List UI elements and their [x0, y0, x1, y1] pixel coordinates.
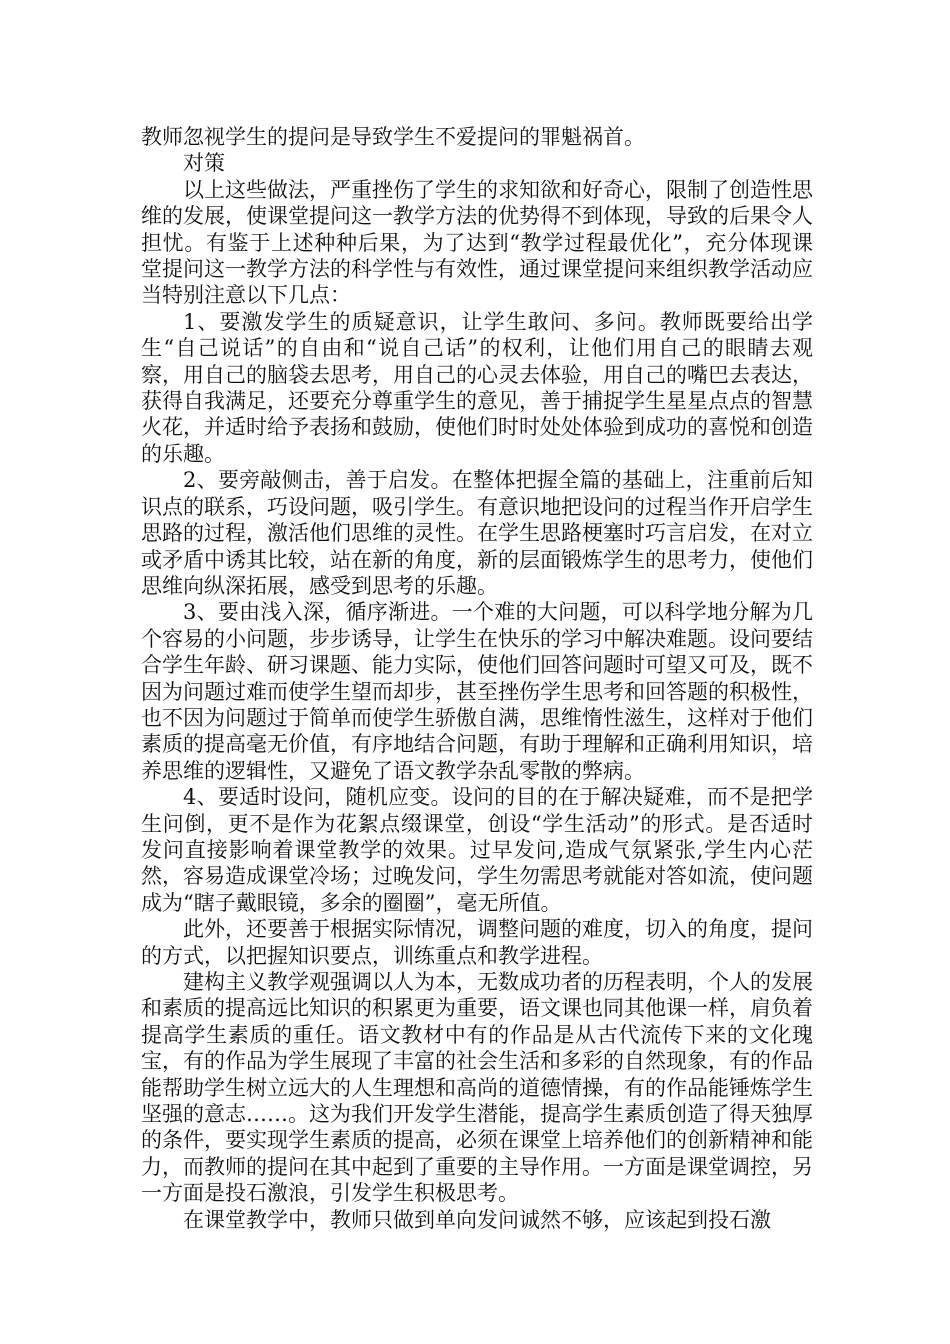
paragraph-continuation: 教师忽视学生的提问是导致学生不爱提问的罪魁祸首。 — [141, 125, 645, 149]
paragraph-intro: 以上这些做法，严重挫伤了学生的求知欲和好奇心，限制了创造性思维的发展，使课堂提问这一教学方法的优势得不到体现，导致的后果令人担忧。有鉴于上述种种后果，为了达到“教学过程最优化”，充分体现课堂提问这一教学方法的科学性与有效性，通过课堂提问来组织教学活动应当特别注意以下几点： — [141, 177, 813, 308]
paragraph-point-2: 2、要旁敲侧击，善于启发。在整体把握全篇的基础上，注重前后知识点的联系，巧设问题，吸引学生。有意识地把设问的过程当作开启学生思路的过程，激活他们思维的灵性。在学生思路梗塞时巧言启发，在对立或矛盾中诱其比较，站在新的角度，新的层面锻炼学生的思考力，使他们思维向纵深拓展，感受到思考的乐趣。 — [141, 468, 813, 598]
paragraph-classroom-teaching: 在课堂教学中，教师只做到单向发问诚然不够，应该起到投石激 — [183, 1207, 771, 1232]
paragraph-constructivism: 建构主义教学观强调以人为本，无数成功者的历程表明，个人的发展和素质的提高远比知识的积累更为重要，语文课也同其他课一样，肩负着提高学生素质的重任。语文教材中有的作品是从古代流传下来的文化瑰宝，有的作品为学生展现了丰富的社会生活和多彩的自然现象，有的作品能帮助学生树立远大的人生理想和高尚的道德情操，有的作品能锤炼学生坚强的意志……。这为我们开发学生潜能，提高学生素质创造了得天独厚的条件，要实现学生素质的提高，必须在课堂上培养他们的创新精神和能力，而教师的提问在其中起到了重要的主导作用。一方面是课堂调控，另一方面是投石激浪，引发学生积极思考。 — [141, 970, 813, 1206]
paragraph-additionally: 此外，还要善于根据实际情况，调整问题的难度，切入的角度，提问的方式，以把握知识要点，训练重点和教学进程。 — [141, 917, 813, 968]
paragraph-point-4: 4、要适时设问，随机应变。设问的目的在于解决疑难，而不是把学生问倒，更不是作为花絮点缀课堂，创设“学生活动”的形式。是否适时发问直接影响着课堂教学的效果。过早发问,造成气氛紧张,学生内心茫然，容易造成课堂冷场；过晚发问，学生勿需思考就能对答如流，使问题成为“瞎子戴眼镜，多余的圈圈”，毫无所值。 — [141, 785, 813, 915]
section-heading-countermeasures: 对策 — [183, 151, 225, 176]
paragraph-point-1: 1、要激发学生的质疑意识，让学生敢问、多问。教师既要给出学生“自己说话”的自由和“说自己话”的权利，让他们用自己的眼睛去观察，用自己的脑袋去思考，用自己的心灵去体验，用自己的嘴巴去表达，获得自我满足，还要充分尊重学生的意见，善于捕捉学生星星点点的智慧火花，并适时给予表扬和鼓励，使他们时时处处体验到成功的喜悦和创造的乐趣。 — [141, 309, 813, 466]
paragraph-point-3: 3、要由浅入深，循序渐进。一个难的大问题，可以科学地分解为几个容易的小问题，步步诱导，让学生在快乐的学习中解决难题。设问要结合学生年龄、研习课题、能力实际，使他们回答问题时可望又可及，既不因为问题过难而使学生望而却步，甚至挫伤学生思考和回答题的积极性，也不因为问题过于简单而使学生骄傲自满，思维惰性滋生，这样对于他们素质的提高毫无价值，有序地结合问题，有助于理解和正确利用知识，培养思维的逻辑性，又避免了语文教学杂乱零散的弊病。 — [141, 600, 813, 783]
document-body — [141, 124, 813, 1233]
